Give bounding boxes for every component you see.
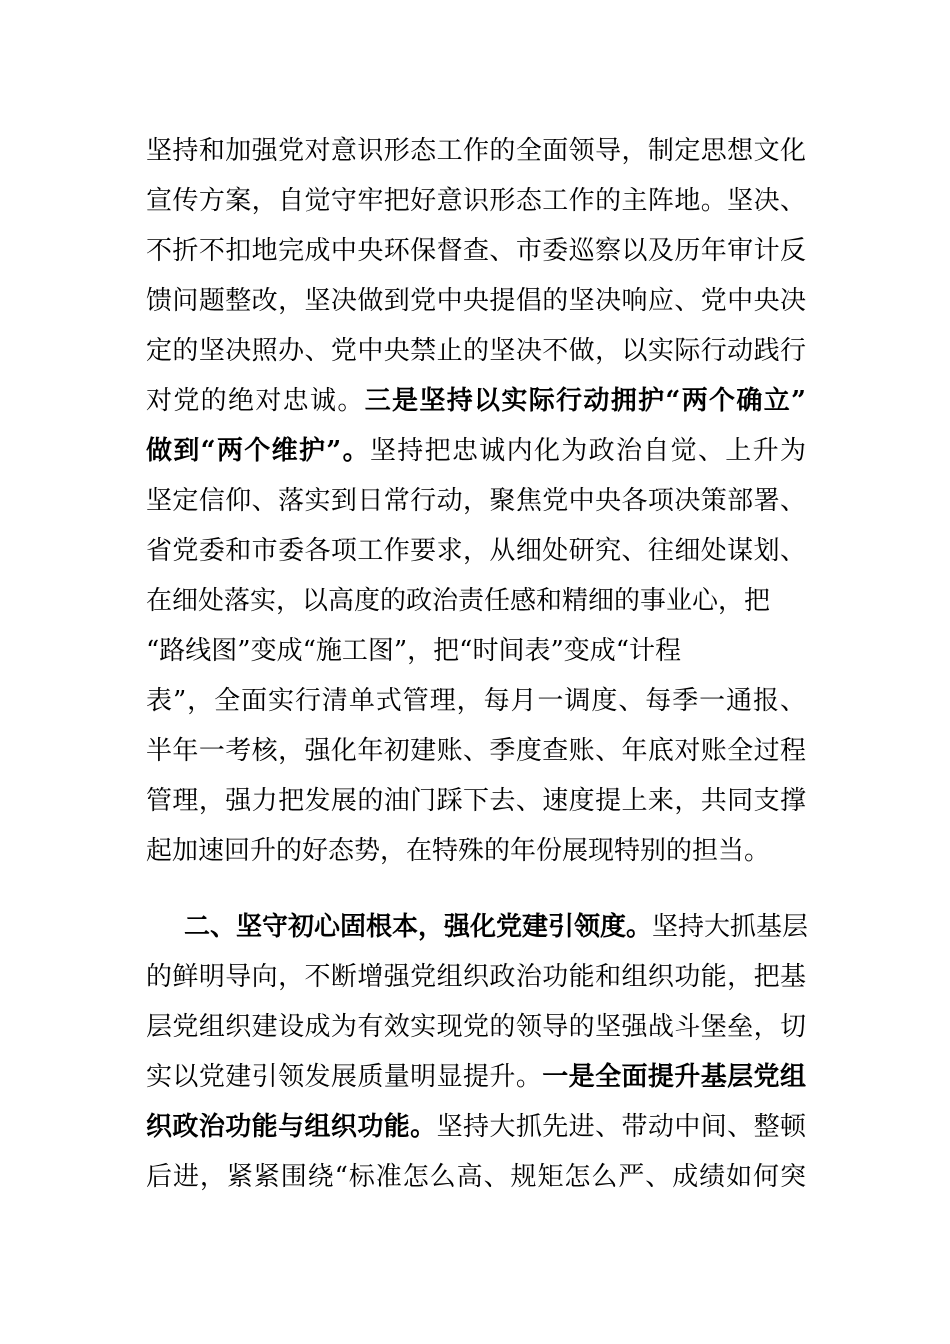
text-line (146, 376, 806, 426)
document-body (146, 126, 809, 1202)
text-normal: 坚持大抓基层 (652, 912, 809, 942)
text-line: 表”，全面实行清单式管理，每月一调度、每季一通报、 (146, 686, 806, 716)
text-line (146, 1052, 806, 1102)
text-normal: 坚持大抓先进、带动中间、整顿 (436, 1112, 806, 1142)
text-bold-heading: 一是全面提升基层党组 (542, 1062, 806, 1092)
text-line: 省党委和市委各项工作要求，从细处研究、往细处谋划、 (146, 536, 806, 566)
paragraph-2 (146, 902, 809, 1202)
text-line: 坚定信仰、落实到日常行动，聚焦党中央各项决策部署、 (146, 486, 806, 516)
text-bold-heading: 织政治功能与组织功能。 (146, 1112, 437, 1142)
text-line: 层党组织建设成为有效实现党的领导的坚强战斗堡垒，切 (146, 1012, 806, 1042)
paragraph-gap (146, 876, 806, 902)
text-line: 管理，强力把发展的油门踩下去、速度提上来，共同支撑 (146, 786, 806, 816)
paragraph-1 (146, 126, 806, 876)
text-normal: 实以党建引领发展质量明显提升。 (146, 1062, 543, 1092)
text-normal: 坚持把忠诚内化为政治自觉、上升为 (369, 436, 806, 466)
text-line: 的鲜明导向，不断增强党组织政治功能和组织功能，把基 (146, 962, 806, 992)
text-line: 后进，紧紧围绕“标准怎么高、规矩怎么严、成绩如何突 (146, 1162, 806, 1192)
text-line: 半年一考核，强化年初建账、季度查账、年底对账全过程 (146, 736, 806, 766)
text-line: 坚持和加强党对意识形态工作的全面领导，制定思想文化 (146, 136, 806, 166)
text-normal: 对党的绝对忠诚。 (146, 386, 365, 416)
text-line (146, 426, 806, 476)
text-bold-heading: 做到“两个维护”。 (146, 436, 370, 466)
text-line: 在细处落实，以高度的政治责任感和精细的事业心，把 (146, 586, 771, 616)
text-line: 宣传方案，自觉守牢把好意识形态工作的主阵地。坚决、 (146, 186, 806, 216)
section-heading: 二、坚守初心固根本，强化党建引领度。 (184, 912, 653, 942)
text-bold-heading: 三是坚持以实际行动拥护“两个确立” (364, 386, 806, 416)
text-line: “路线图”变成“施工图”，把“时间表”变成“计程 (146, 636, 682, 666)
text-line: 起加速回升的好态势，在特殊的年份展现特别的担当。 (146, 836, 771, 866)
text-line: 不折不扣地完成中央环保督查、市委巡察以及历年审计反 (146, 236, 806, 266)
text-line (146, 902, 809, 952)
text-line (146, 1102, 806, 1152)
text-line: 定的坚决照办、党中央禁止的坚决不做，以实际行动践行 (146, 336, 806, 366)
text-line: 馈问题整改，坚决做到党中央提倡的坚决响应、党中央决 (146, 286, 806, 316)
